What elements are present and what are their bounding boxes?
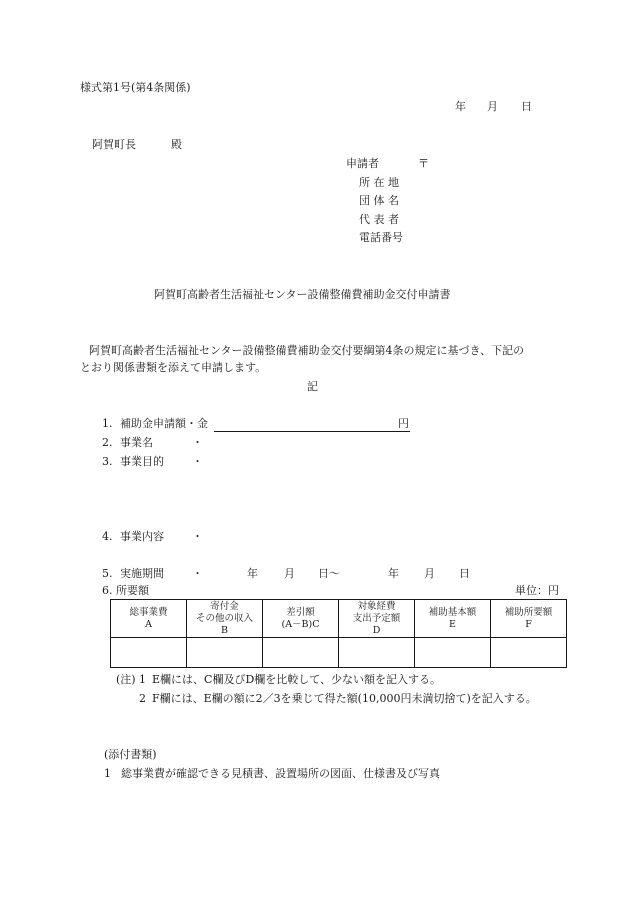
header-required-amount: 補助所要額 F (491, 600, 567, 638)
phone-label: 電話番号 (359, 231, 403, 244)
note-2-text: F欄には、E欄の額に2／3を乗じて得た額(10,000円未満切捨て)を記入する。 (152, 692, 537, 705)
header-base-amount: 補助基本額 E (415, 600, 491, 638)
cell-total-cost[interactable] (111, 638, 187, 668)
addressee-name: 阿賀町長 (92, 138, 136, 151)
cell-difference[interactable] (263, 638, 339, 668)
item-5-label: 実施期間 (120, 567, 164, 580)
addressee-honorific: 殿 (171, 138, 182, 151)
item-2-number: 2. (102, 436, 113, 449)
period-end-year: 年 (388, 567, 399, 580)
attachments-heading: (添付書類) (104, 748, 157, 761)
attachment-1-text: 総事業費が確認できる見積書、設置場所の図面、仕様書及び写真 (121, 767, 440, 780)
subsidy-amount-field[interactable] (214, 417, 410, 432)
item-4-label: 事業内容 (120, 530, 164, 543)
address-label: 所 在 地 (359, 176, 399, 189)
header-eligible-expense: 対象経費 支出予定額 D (339, 600, 415, 638)
table-row (111, 638, 567, 668)
postal-mark: 〒 (418, 157, 429, 170)
header-donations: 寄付金 その他の収入 B (187, 600, 263, 638)
period-start-year: 年 (247, 567, 258, 580)
period-start-month: 月 (284, 567, 295, 580)
form-number: 様式第1号(第4条関係) (80, 81, 191, 94)
item-3-bullet: ・ (192, 455, 203, 468)
item-5-number: 5. (102, 567, 113, 580)
date-month-label: 月 (487, 100, 498, 113)
item-3-label: 事業目的 (120, 455, 164, 468)
item-1-number: 1. (102, 417, 113, 430)
representative-label: 代 表 者 (359, 213, 399, 226)
note-1-text: E欄には、C欄及びD欄を比較して、少ない額を記入する。 (152, 673, 442, 686)
cell-required-amount[interactable] (491, 638, 567, 668)
item-6-label: 6. 所要額 (102, 584, 149, 597)
item-3-number: 3. (102, 455, 113, 468)
table-header-row (111, 600, 567, 638)
period-end-day: 日 (459, 567, 470, 580)
note-prefix: (注) (116, 673, 136, 686)
header-difference: 差引額 (A－B)C (263, 600, 339, 638)
body-line-2: とおり関係書類を添えて申請します。 (80, 361, 267, 374)
item-4-bullet: ・ (192, 530, 203, 543)
body-line-1: 阿賀町高齢者生活福祉センター設備整備費補助金交付要綱第4条の規定に基づき、下記の (89, 344, 525, 357)
ki-marker: 記 (307, 380, 318, 393)
note-2-number: 2 (139, 692, 146, 705)
header-total-cost: 総事業費 A (111, 600, 187, 638)
period-end-month: 月 (424, 567, 435, 580)
attachment-1-number: 1 (104, 767, 111, 780)
cell-eligible-expense[interactable] (339, 638, 415, 668)
item-5-bullet: ・ (192, 567, 203, 580)
organization-label: 団 体 名 (359, 194, 399, 207)
item-1-label: 補助金申請額・金 (120, 417, 208, 430)
item-2-bullet: ・ (192, 436, 203, 449)
note-1-number: 1 (139, 673, 146, 686)
cell-donations[interactable] (187, 638, 263, 668)
item-1-unit: 円 (398, 417, 409, 430)
cell-base-amount[interactable] (415, 638, 491, 668)
item-4-number: 4. (102, 530, 113, 543)
document-title: 阿賀町高齢者生活福祉センター設備整備費補助金交付申請書 (154, 288, 451, 301)
applicant-label: 申請者 (346, 157, 379, 170)
period-start-day: 日〜 (318, 567, 340, 580)
item-2-label: 事業名 (120, 436, 153, 449)
date-year-label: 年 (455, 100, 466, 113)
required-amount-table (110, 599, 567, 668)
date-day-label: 日 (521, 100, 532, 113)
unit-label: 単位：円 (515, 584, 559, 597)
